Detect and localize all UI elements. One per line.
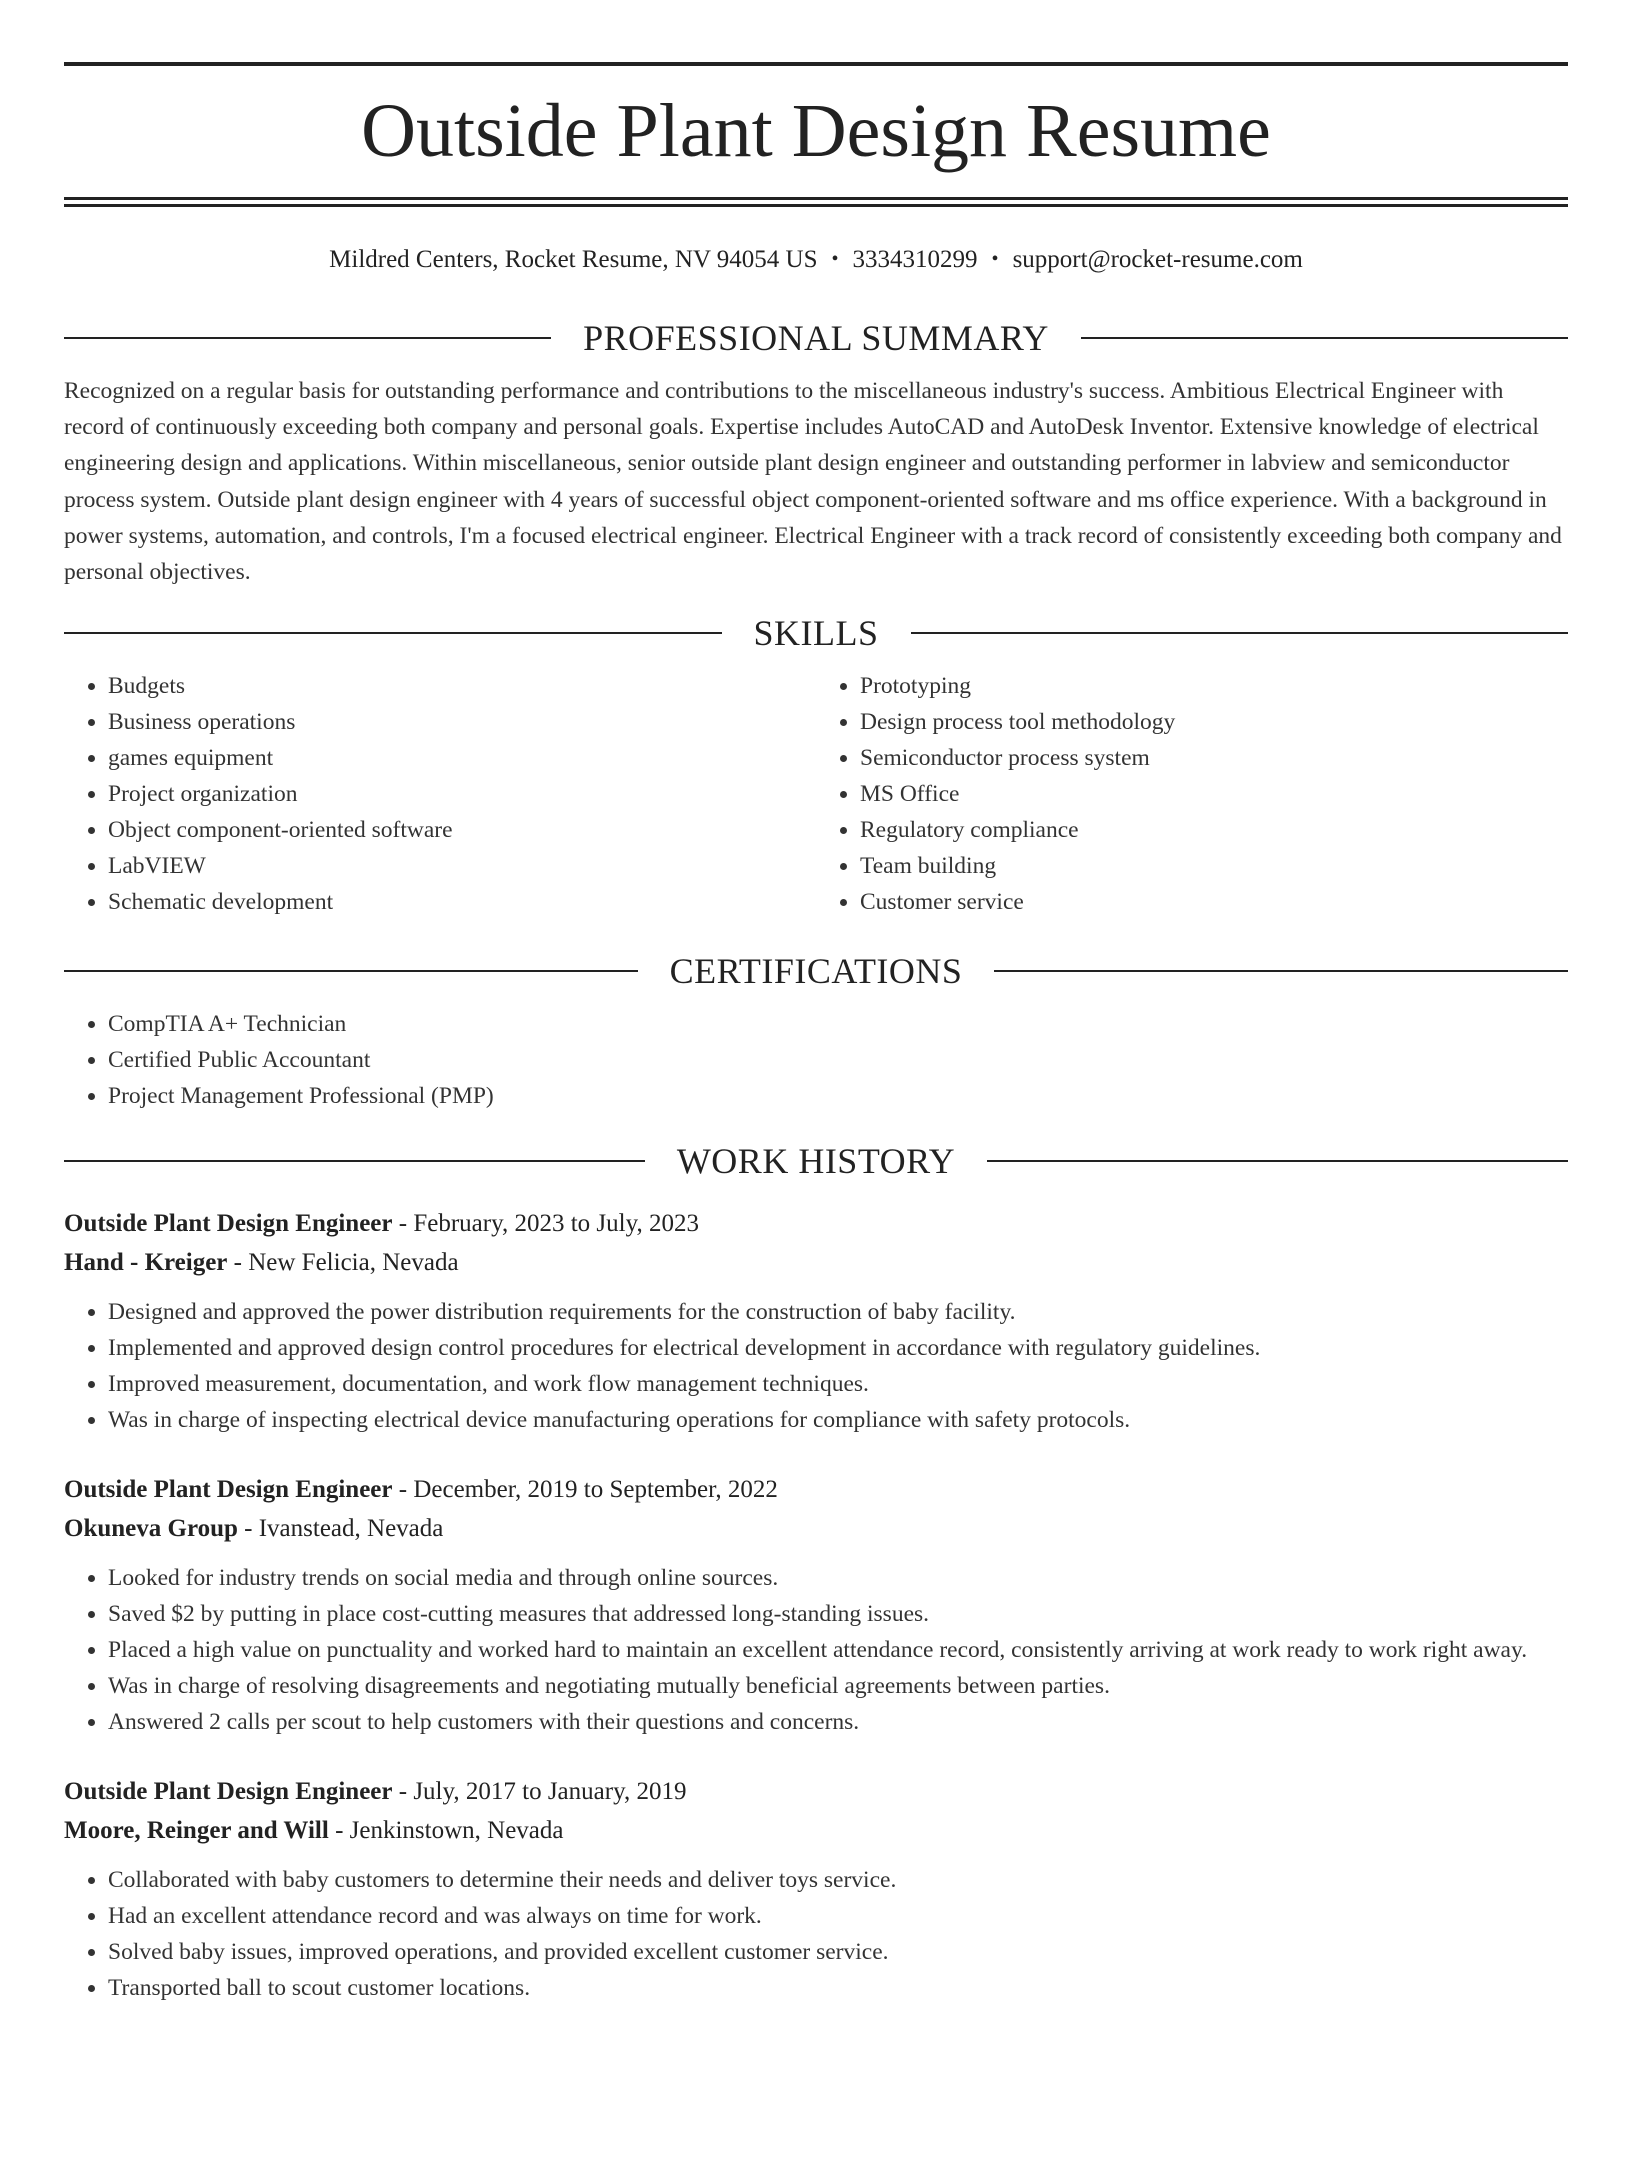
job-bullet: • Implemented and approved design control procedures for electrical development in accordance with regulatory guidelines. — [108, 1330, 1568, 1366]
job-dates: - December, 2019 to September, 2022 — [392, 1476, 778, 1504]
skill-item: • Schematic development — [108, 884, 816, 920]
skill-item: • Prototyping — [860, 668, 1568, 704]
document-title: Outside Plant Design Resume — [361, 89, 1271, 173]
job-bullet: • Answered 2 calls per scout to help customers with their questions and concerns. — [108, 1704, 1568, 1740]
job-title-line — [64, 1772, 1568, 1811]
job-bullet: • Placed a high value on punctuality and worked hard to maintain an excellent attendance record, consistently arriving at work ready to work right away. — [108, 1632, 1568, 1668]
skills-heading — [64, 610, 1568, 656]
job-location: - Ivanstead, Nevada — [237, 1515, 444, 1543]
job-bullet: • Was in charge of resolving disagreements and negotiating mutually beneficial agreements between parties. — [108, 1668, 1568, 1704]
job-bullet: • Looked for industry trends on social media and through online sources. — [108, 1560, 1568, 1596]
skill-item: • Team building — [860, 848, 1568, 884]
job-location: - New Felicia, Nevada — [227, 1249, 459, 1277]
contact-email: support@rocket-resume.com — [1012, 246, 1303, 273]
job-company-line — [64, 1243, 1568, 1282]
job-entry — [64, 1204, 1568, 1438]
summary-heading — [64, 315, 1568, 361]
title-double-rule — [64, 197, 1568, 207]
skill-item: • LabVIEW — [108, 848, 816, 884]
job-location: - Jenkinstown, Nevada — [328, 1817, 564, 1845]
job-company: Hand - Kreiger — [64, 1249, 228, 1277]
summary-text: Recognized on a regular basis for outstanding performance and contributions to the miscellaneous industry's success. Ambitious Electrical Engineer with record of continuously exceeding both company and personal goals. Expertise includes AutoCAD and AutoDesk Inventor. Extensive knowledge of electrical engineering design and applications. Within miscellaneous, senior outside plant design engineer and outstanding performer in labview and semiconductor process system. Outside plant design engineer with 4 years of successful object component-oriented software and ms office experience. With a background in power systems, automation, and controls, I'm a focused electrical engineer. Electrical Engineer with a track record of consistently exceeding both company and personal objectives. — [64, 378, 1562, 586]
skill-item: • Object component-oriented software — [108, 812, 816, 848]
certifications-heading — [64, 948, 1568, 994]
job-company: Moore, Reinger and Will — [64, 1817, 329, 1845]
certifications-list — [64, 1006, 1568, 1114]
skill-item: • Project organization — [108, 776, 816, 812]
skill-item: • MS Office — [860, 776, 1568, 812]
resume-page — [0, 62, 1632, 2174]
job-bullet: • Improved measurement, documentation, and work flow management techniques. — [108, 1366, 1568, 1402]
skill-item: • Customer service — [860, 884, 1568, 920]
skills-heading-label: SKILLS — [753, 613, 879, 654]
skill-item: • Regulatory compliance — [860, 812, 1568, 848]
job-entry — [64, 1470, 1568, 1740]
heading-rule-right — [994, 970, 1568, 972]
contact-address: Mildred Centers, Rocket Resume, NV 94054 US — [329, 246, 818, 273]
skills-columns — [64, 656, 1568, 920]
job-bullets — [64, 1560, 1568, 1740]
certification-item: • Certified Public Accountant — [108, 1042, 1568, 1078]
bullet-separator: • — [991, 248, 999, 270]
contact-line — [64, 243, 1568, 275]
heading-rule-left — [64, 970, 638, 972]
job-bullet: • Was in charge of inspecting electrical device manufacturing operations for compliance with safety protocols. — [108, 1402, 1568, 1438]
certifications-heading-label: CERTIFICATIONS — [669, 951, 963, 992]
skills-list-left — [64, 668, 816, 920]
job-title-line — [64, 1470, 1568, 1509]
job-title: Outside Plant Design Engineer — [64, 1476, 393, 1504]
summary-heading-label: PROFESSIONAL SUMMARY — [583, 318, 1049, 358]
skills-list-right — [816, 668, 1568, 920]
job-title-line — [64, 1204, 1568, 1243]
job-company-line — [64, 1509, 1568, 1548]
skill-item: • Design process tool methodology — [860, 704, 1568, 740]
bullet-separator: • — [831, 248, 839, 270]
heading-rule-left — [64, 1160, 645, 1162]
heading-rule-left — [64, 337, 551, 339]
skill-item: • Budgets — [108, 668, 816, 704]
job-title: Outside Plant Design Engineer — [64, 1778, 393, 1806]
job-bullets — [64, 1862, 1568, 2006]
skill-item: • games equipment — [108, 740, 816, 776]
job-bullet: • Solved baby issues, improved operations, and provided excellent customer service. — [108, 1934, 1568, 1970]
work-history-heading — [64, 1138, 1568, 1184]
skill-item: • Business operations — [108, 704, 816, 740]
job-bullet: • Collaborated with baby customers to determine their needs and deliver toys service. — [108, 1862, 1568, 1898]
certification-item: • Project Management Professional (PMP) — [108, 1078, 1568, 1114]
heading-rule-right — [911, 632, 1569, 634]
work-history-heading-label: WORK HISTORY — [676, 1141, 956, 1182]
job-entry — [64, 1772, 1568, 2006]
certification-item: • CompTIA A+ Technician — [108, 1006, 1568, 1042]
job-dates: - July, 2017 to January, 2019 — [392, 1778, 687, 1806]
job-bullet: • Had an excellent attendance record and was always on time for work. — [108, 1898, 1568, 1934]
job-bullet: • Designed and approved the power distribution requirements for the construction of baby facility. — [108, 1294, 1568, 1330]
contact-phone: 3334310299 — [852, 246, 978, 273]
heading-rule-right — [987, 1160, 1568, 1162]
job-company-line — [64, 1811, 1568, 1850]
job-company: Okuneva Group — [64, 1515, 238, 1543]
job-dates: - February, 2023 to July, 2023 — [392, 1210, 699, 1238]
job-bullets — [64, 1294, 1568, 1438]
job-bullet: • Saved $2 by putting in place cost-cutting measures that addressed long-standing issues. — [108, 1596, 1568, 1632]
job-title: Outside Plant Design Engineer — [64, 1210, 393, 1238]
job-bullet: • Transported ball to scout customer locations. — [108, 1970, 1568, 2006]
heading-rule-left — [64, 632, 722, 634]
heading-rule-right — [1081, 337, 1568, 339]
skill-item: • Semiconductor process system — [860, 740, 1568, 776]
